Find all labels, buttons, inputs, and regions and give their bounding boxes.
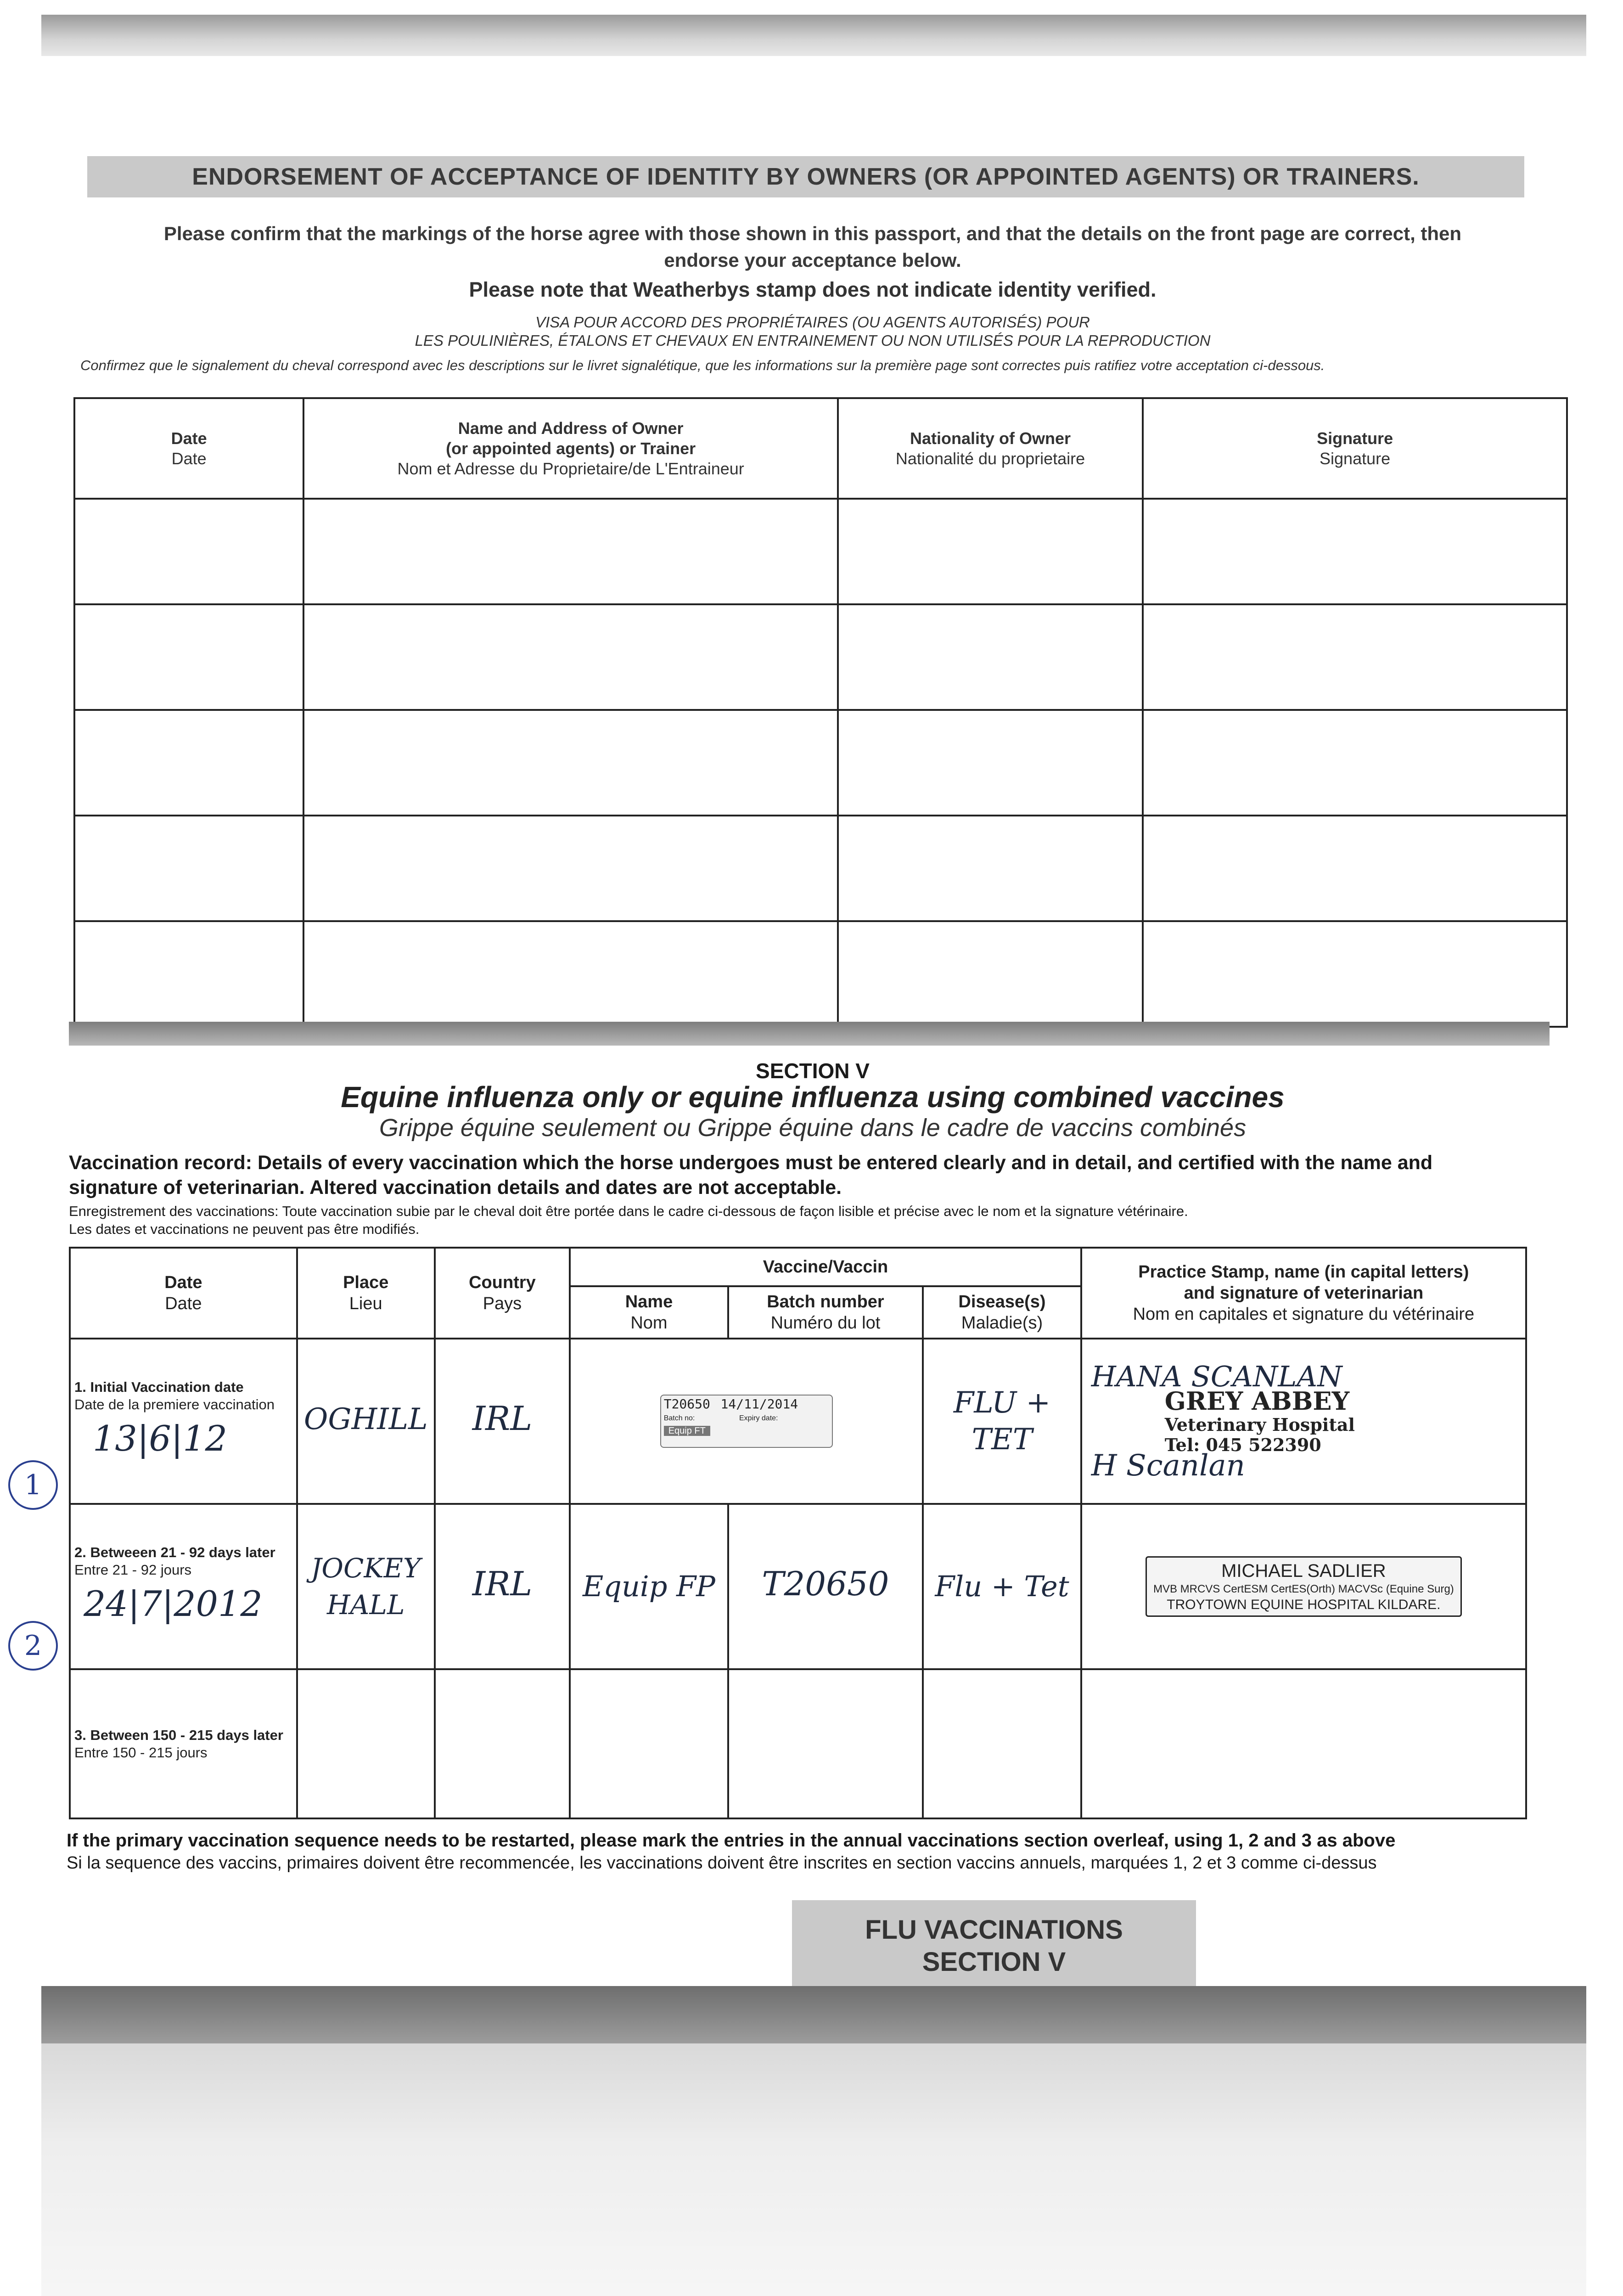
vaccination-record-en xyxy=(69,1150,1575,1200)
cell[interactable] xyxy=(74,604,303,710)
row2-batch[interactable]: T20650 xyxy=(728,1504,923,1669)
owner-endorsement-table xyxy=(73,397,1568,1028)
row3-vaccine-name[interactable] xyxy=(570,1669,728,1818)
vac-row-2 xyxy=(70,1504,1526,1669)
restart-note-fr: Si la sequence des vaccins, primaires doivent être recommencée, les vaccinations doivent être inscrites en section vaccins annuels, marquées 1, 2 et 3 comme ci-dessus xyxy=(67,1853,1377,1873)
row2-country[interactable]: IRL xyxy=(435,1504,570,1669)
row3-label[interactable]: 3. Between 150 - 215 days later Entre 150 - 215 jours xyxy=(70,1669,297,1818)
col-name-address: Name and Address of Owner (or appointed agents) or Trainer Nom et Adresse du Proprietaire/de L'Entraineur xyxy=(303,398,838,499)
hdr-vaccine: Vaccine/Vaccin xyxy=(570,1248,1081,1286)
row2-disease[interactable]: Flu + Tet xyxy=(923,1504,1081,1669)
col-date: Date Date xyxy=(74,398,303,499)
row1-country[interactable]: IRL xyxy=(435,1339,570,1504)
confirm-instructions xyxy=(64,220,1561,274)
visa-line-2: LES POULINIÈRES, ÉTALONS ET CHEVAUX EN ENTRAINEMENT OU NON UTILISÉS POUR LA REPRODUCTION xyxy=(415,332,1211,349)
cell[interactable] xyxy=(74,816,303,921)
row3-practice-stamp[interactable] xyxy=(1081,1669,1526,1818)
row3-disease[interactable] xyxy=(923,1669,1081,1818)
scan-band-mid xyxy=(69,1022,1550,1046)
cell[interactable] xyxy=(1143,816,1567,921)
cell[interactable] xyxy=(303,710,838,816)
vaccine-sticker: T20650 14/11/2014 Batch no: Expiry date: Equip FT xyxy=(660,1395,833,1448)
scan-band-bottom xyxy=(41,1986,1586,2043)
record-en-line-2: signature of veterinarian. Altered vaccination details and dates are not acceptable. xyxy=(69,1176,842,1199)
confirm-line-2: endorse your acceptance below. xyxy=(664,249,961,271)
section-title-fr: Grippe équine seulement ou Grippe équine dans le cadre de vaccins combinés xyxy=(379,1114,1247,1142)
circled-number-2: 2 xyxy=(8,1621,58,1671)
row3-country[interactable] xyxy=(435,1669,570,1818)
row1-date: 13|6|12 xyxy=(93,1418,227,1459)
cell[interactable] xyxy=(74,499,303,604)
troytown-stamp: MICHAEL SADLIER MVB MRCVS CertESM CertES(Orth) MACVSc (Equine Surg) TROYTOWN EQUINE HOSPITAL KILDARE. xyxy=(1146,1556,1462,1617)
row2-place[interactable]: JOCKEY HALL xyxy=(297,1504,435,1669)
hdr-disease: Disease(s) Maladie(s) xyxy=(923,1286,1081,1339)
flu-tab-line-1: FLU VACCINATIONS xyxy=(865,1915,1123,1945)
vac-row-3 xyxy=(70,1669,1526,1818)
cell[interactable] xyxy=(838,816,1143,921)
section-title-en: Equine influenza only or equine influenza using combined vaccines xyxy=(341,1080,1285,1114)
section-label: SECTION V xyxy=(756,1059,870,1083)
hdr-date: Date Date xyxy=(70,1248,297,1339)
confirm-line-1: Please confirm that the markings of the horse agree with those shown in this passport, and that the details on the front page are correct, then xyxy=(163,223,1462,244)
owner-row xyxy=(74,710,1567,816)
owner-table-header xyxy=(74,398,1567,499)
cell[interactable] xyxy=(838,499,1143,604)
row1-vaccine-sticker-cell[interactable] xyxy=(570,1339,923,1504)
vac-header-row-1 xyxy=(70,1248,1526,1286)
owner-row xyxy=(74,604,1567,710)
cell[interactable] xyxy=(1143,499,1567,604)
cell[interactable] xyxy=(303,921,838,1027)
owner-row xyxy=(74,921,1567,1027)
row2-practice-stamp[interactable] xyxy=(1081,1504,1526,1669)
owner-row xyxy=(74,499,1567,604)
row1-practice-stamp[interactable] xyxy=(1081,1339,1526,1504)
cell[interactable] xyxy=(838,710,1143,816)
circled-number-1: 1 xyxy=(8,1460,58,1510)
record-en-line-1: Vaccination record: Details of every vaccination which the horse undergoes must be entered clearly and in detail, and certified with the name and xyxy=(69,1152,1433,1174)
row1-label[interactable]: 1. Initial Vaccination date Date de la premiere vaccination 13|6|12 xyxy=(70,1339,297,1504)
hdr-place: Place Lieu xyxy=(297,1248,435,1339)
vaccination-table xyxy=(69,1247,1527,1819)
scan-band-top xyxy=(41,15,1586,56)
owner-row xyxy=(74,816,1567,921)
cell[interactable] xyxy=(838,921,1143,1027)
row1-signature: H Scanlan xyxy=(1091,1449,1245,1483)
row1-disease[interactable]: FLU + TET xyxy=(923,1339,1081,1504)
row2-vaccine-name[interactable]: Equip FP xyxy=(570,1504,728,1669)
sticker-brand: Equip FT xyxy=(664,1426,710,1436)
col-signature: Signature Signature xyxy=(1143,398,1567,499)
row2-label[interactable]: 2. Betweeen 21 - 92 days later Entre 21 - 92 jours 24|7|2012 xyxy=(70,1504,297,1669)
scan-fade-bottom xyxy=(41,2043,1586,2296)
col-nationality: Nationality of Owner Nationalité du proprietaire xyxy=(838,398,1143,499)
flu-vaccinations-tab xyxy=(792,1900,1196,1992)
flu-tab-line-2: SECTION V xyxy=(922,1947,1066,1977)
restart-note-en: If the primary vaccination sequence needs to be restarted, please mark the entries in the annual vaccinations section overleaf, using 1, 2 and 3 as above xyxy=(67,1830,1396,1851)
grey-abbey-stamp: GREY ABBEY Veterinary Hospital Tel: 045 522390 xyxy=(1164,1386,1355,1455)
endorsement-header: ENDORSEMENT OF ACCEPTANCE OF IDENTITY BY OWNERS (OR APPOINTED AGENTS) OR TRAINERS. xyxy=(87,156,1524,197)
row1-vet-name: HANA SCANLAN xyxy=(1091,1360,1342,1393)
hdr-practice-stamp: Practice Stamp, name (in capital letters) and signature of veterinarian Nom en capitales et signature du vétérinaire xyxy=(1081,1248,1526,1339)
cell[interactable] xyxy=(1143,710,1567,816)
weatherbys-note: Please note that Weatherbys stamp does not indicate identity verified. xyxy=(469,278,1157,301)
confirmez-french: Confirmez que le signalement du cheval correspond avec les descriptions sur le livret signalétique, que les informations sur la première page sont correctes puis ratifiez votre acceptation ci-dessous. xyxy=(80,357,1325,373)
record-fr-line-1: Enregistrement des vaccinations: Toute vaccination subie par le cheval doit être portée dans le cadre ci-dessous de façon lisible et précise avec le nom et la signature vétérinaire. xyxy=(69,1203,1188,1219)
vac-row-1 xyxy=(70,1339,1526,1504)
hdr-name: Name Nom xyxy=(570,1286,728,1339)
cell[interactable] xyxy=(303,499,838,604)
hdr-country: Country Pays xyxy=(435,1248,570,1339)
row3-place[interactable] xyxy=(297,1669,435,1818)
row1-place[interactable]: OGHILL xyxy=(297,1339,435,1504)
visa-french xyxy=(64,313,1561,350)
row3-batch[interactable] xyxy=(728,1669,923,1818)
cell[interactable] xyxy=(1143,604,1567,710)
vaccination-record-fr xyxy=(69,1202,1575,1238)
cell[interactable] xyxy=(74,710,303,816)
cell[interactable] xyxy=(1143,921,1567,1027)
visa-line-1: VISA POUR ACCORD DES PROPRIÉTAIRES (OU AGENTS AUTORISÉS) POUR xyxy=(535,314,1090,331)
hdr-batch: Batch number Numéro du lot xyxy=(728,1286,923,1339)
cell[interactable] xyxy=(303,816,838,921)
cell[interactable] xyxy=(303,604,838,710)
row2-date: 24|7|2012 xyxy=(84,1583,263,1624)
record-fr-line-2: Les dates et vaccinations ne peuvent pas être modifiés. xyxy=(69,1221,420,1237)
cell[interactable] xyxy=(74,921,303,1027)
cell[interactable] xyxy=(838,604,1143,710)
